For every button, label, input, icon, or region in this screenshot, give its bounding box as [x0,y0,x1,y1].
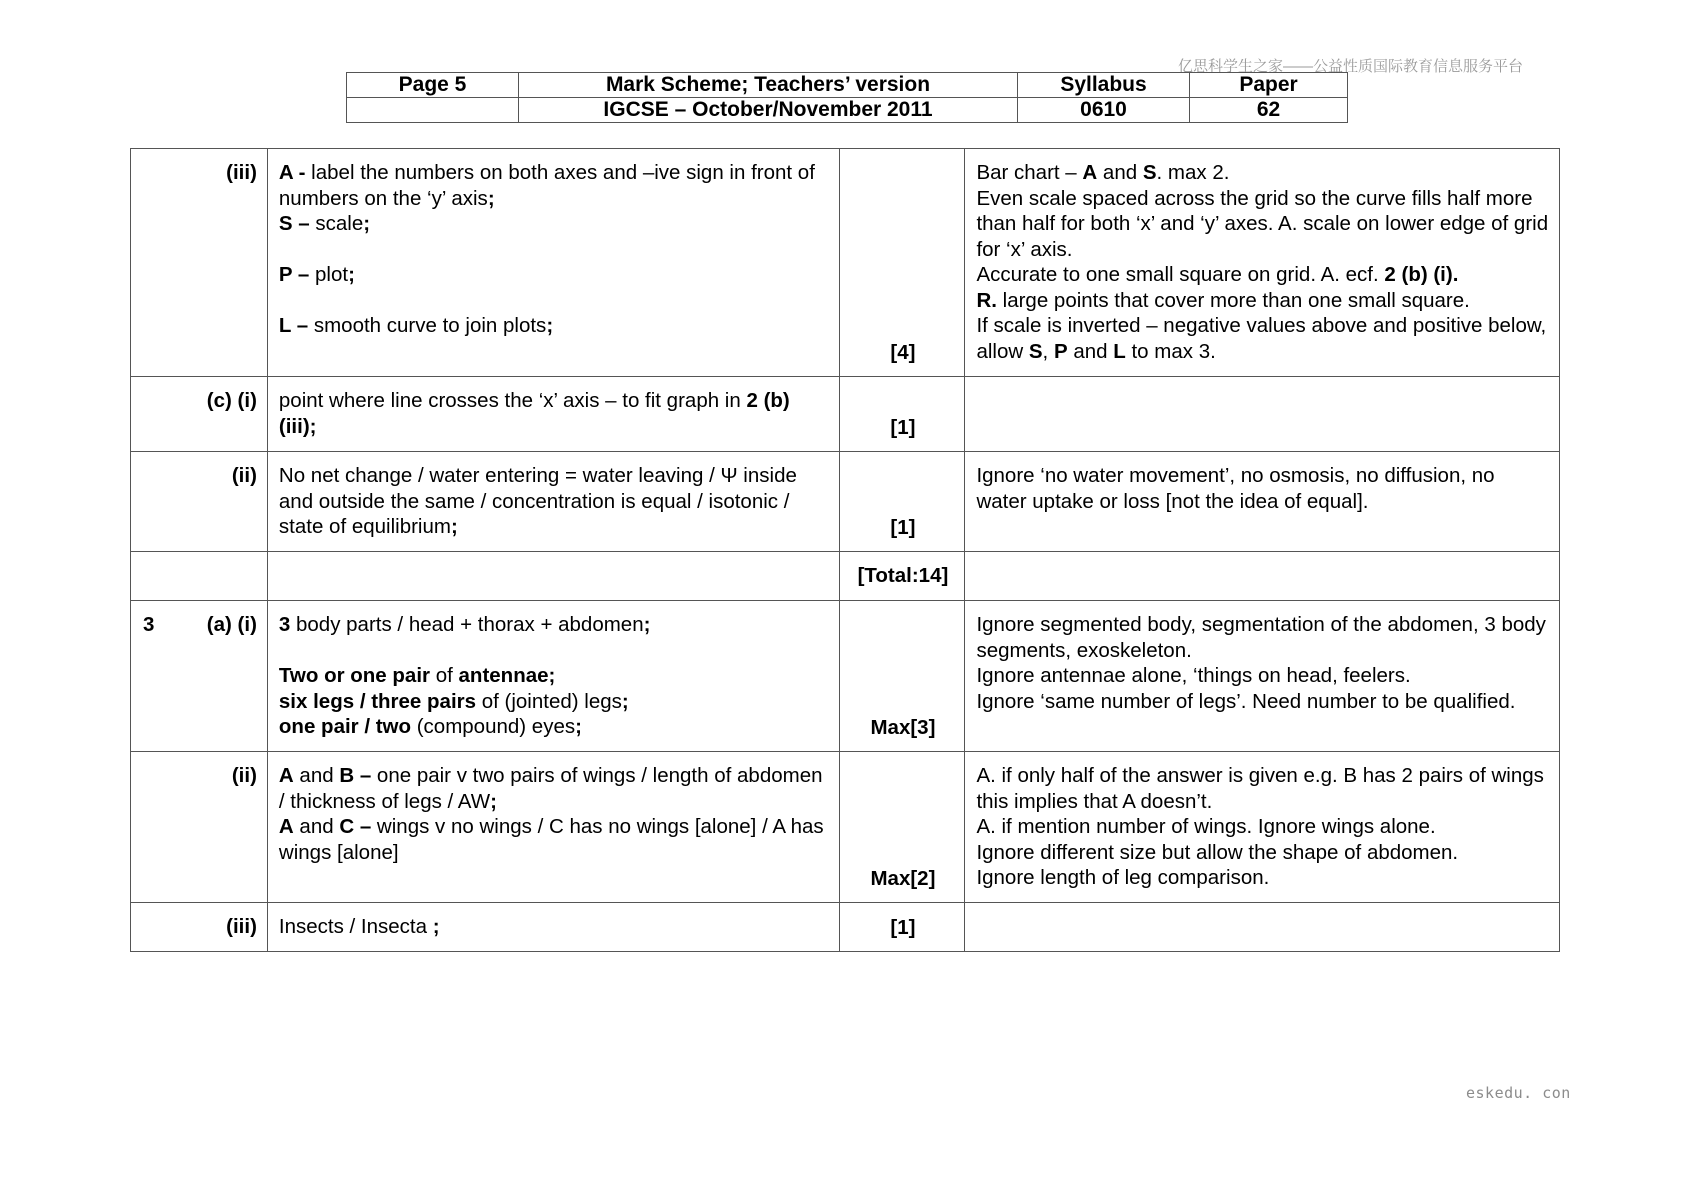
guidance-line [976,288,1549,314]
answer-line [279,262,830,288]
table-row [131,552,1560,601]
answer-text: scale [309,212,364,235]
answer-text: of (jointed) legs [476,689,622,713]
guidance-cell [965,752,1560,903]
question-ref-cell [131,601,268,752]
answer-line [279,814,830,865]
marks-value: Max[2] [870,866,936,890]
marks-cell [840,903,965,952]
table-row [131,752,1560,903]
guidance-line: Ignore segmented body, segmentation of the abdomen, 3 body segments, exoskeleton. [976,613,1546,662]
guidance-line [976,262,1549,288]
marks-cell [840,452,965,552]
answer-terminator: ; [348,263,355,286]
answer-text: and [293,815,340,838]
header-syllabus-label: Syllabus [1018,73,1190,98]
guidance-line [976,160,1549,186]
answer-text: (compound) eyes [411,715,576,738]
answer-line [279,714,830,740]
answer-cell [267,452,840,552]
question-ref: (ii) [231,764,257,787]
table-row [131,601,1560,752]
header-syllabus: 0610 [1018,98,1190,123]
answer-key: 2 (b) (iii); [278,389,790,438]
guidance-cell [965,452,1560,552]
answer-line [279,211,830,237]
header-table [346,72,1348,123]
answer-text: one pair v two pairs of wings / length of abdomen / thickness of legs / AW [278,764,823,813]
watermark-bottom: eskedu. con [1466,1084,1571,1102]
marks-cell [840,752,965,903]
answer-key: A [278,815,294,838]
marks-value: [1] [890,415,916,439]
header-paper: 62 [1190,98,1348,123]
spacer [279,288,830,314]
answer-line [279,689,830,715]
answer-key: L – [278,314,309,337]
question-ref-cell [131,452,268,552]
answer-line [279,160,830,211]
guidance-key: P [1053,339,1068,363]
question-ref-cell [131,752,268,903]
answer-cell [267,377,840,452]
answer-key: A - [278,161,306,184]
guidance-text: , [1042,339,1054,363]
header-paper-label: Paper [1190,73,1348,98]
answer-cell [267,903,840,952]
question-ref-cell [131,149,268,377]
answer-text: plot [309,263,349,286]
guidance-cell [965,903,1560,952]
answer-key: 3 [278,613,291,636]
guidance-text: and [1097,161,1143,184]
marks-cell [840,601,965,752]
guidance-cell [965,601,1560,752]
answer-line [279,612,830,638]
guidance-line: Ignore antennae alone, ‘things on head, feelers. [976,664,1411,687]
answer-terminator: ; [546,314,554,337]
header-page: Page 5 [347,73,519,98]
answer-key: Two or one pair [278,664,431,687]
guidance-line [976,313,1549,364]
guidance-key: S [1028,339,1043,363]
marks-cell [840,377,965,452]
marks-cell [840,552,965,601]
answer-line [279,313,830,339]
answer-text: smooth curve to join plots [308,314,547,337]
total-marks: [Total:14] [857,564,949,588]
answer-cell [267,752,840,903]
answer-terminator: ; [487,186,495,210]
spacer [279,237,830,263]
answer-text: label the numbers on both axes and –ive sign in front of numbers on the ‘y’ axis [278,161,815,210]
guidance-cell [965,149,1560,377]
answer-terminator: ; [621,689,629,713]
question-ref: (iii) [226,915,257,938]
answer-key: A [278,764,294,787]
guidance-line: A. if only half of the answer is given e.g. B has 2 pairs of wings this implies that A doesn’t. [976,764,1544,813]
guidance-cell [965,377,1560,452]
answer-text: and [293,764,340,787]
answer-text: point where line crosses the ‘x’ axis – to fit graph in [278,389,747,412]
guidance-key: 2 (b) (i). [1384,263,1459,286]
table-row [131,452,1560,552]
header-exam: IGCSE – October/November 2011 [519,98,1018,123]
answer-terminator: ; [432,915,440,938]
answer-terminator: ; [490,789,497,813]
question-ref: (a) (i) [206,613,257,636]
answer-terminator: ; [363,212,371,235]
answer-line [279,663,830,689]
answer-key: one pair / two [278,715,412,738]
header-title: Mark Scheme; Teachers’ version [519,73,1018,98]
question-ref-cell [131,903,268,952]
table-row [131,903,1560,952]
guidance-text: If scale is inverted – negative values above and positive below, allow [976,314,1547,363]
guidance-text: large points that cover more than one small square. [996,288,1470,312]
guidance-line: Ignore length of leg comparison. [976,866,1270,889]
table-row [131,149,1560,377]
guidance-text: . max 2. [1156,161,1230,184]
answer-text: of [430,664,459,687]
mark-scheme-table [130,148,1560,952]
marks-value: Max[3] [870,715,936,739]
marks-cell [840,149,965,377]
guidance-text: and [1067,339,1114,363]
guidance-text: to max 3. [1125,339,1216,363]
spacer [279,638,830,664]
guidance-text: Bar chart – [976,161,1083,184]
answer-text: body parts / head + thorax + abdomen [290,613,644,636]
table-row [131,377,1560,452]
question-ref-cell [131,377,268,452]
guidance-key: S [1142,161,1157,184]
guidance-key: L [1113,339,1126,363]
guidance-text: Ignore ‘no water movement’, no osmosis, no diffusion, no water uptake or loss [not the idea of equal]. [976,464,1495,513]
question-number: 3 [143,613,155,636]
answer-text: No net change / water entering = water leaving / Ψ inside and outside the same / concentration is equal / isotonic / state of equilibrium [278,464,797,538]
question-ref-cell [131,552,268,601]
answer-key: antennae; [458,664,556,687]
answer-text: wings v no wings / C has no wings [alone] / A has wings [alone] [278,815,824,864]
guidance-cell [965,552,1560,601]
question-ref: (iii) [226,161,257,184]
guidance-line: Ignore ‘same number of legs’. Need number to be qualified. [976,689,1516,713]
question-ref: (ii) [231,464,257,487]
header-empty-cell [347,98,519,123]
guidance-line: Even scale spaced across the grid so the curve fills half more than half for both ‘x’ and ‘y’ axes. A. scale on lower edge of grid for ‘x’ axis. [976,186,1549,261]
answer-key: six legs / three pairs [278,689,477,713]
answer-cell [267,149,840,377]
answer-key: C – [339,815,372,838]
answer-key: S – [278,212,310,235]
watermark-top: 亿思科学生之家——公益性质国际教育信息服务平台 [1178,58,1524,75]
answer-key: P – [278,263,310,286]
answer-text: Insects / Insecta [278,915,433,938]
answer-terminator: ; [450,515,458,538]
marks-value: [4] [890,340,916,364]
answer-cell [267,601,840,752]
guidance-line: A. if mention number of wings. Ignore wings alone. [976,815,1436,838]
answer-terminator: ; [643,613,651,636]
guidance-key: R. [976,288,997,312]
guidance-key: A [1082,161,1098,184]
guidance-text: Accurate to one small square on grid. A. ecf. [976,263,1385,286]
answer-line [279,763,830,814]
marks-value: [1] [890,515,916,539]
answer-key: B – [339,764,372,787]
question-ref: (c) (i) [206,389,257,412]
marks-value: [1] [890,915,916,939]
answer-terminator: ; [575,715,582,738]
guidance-line: Ignore different size but allow the shape of abdomen. [976,840,1459,864]
answer-cell [267,552,840,601]
